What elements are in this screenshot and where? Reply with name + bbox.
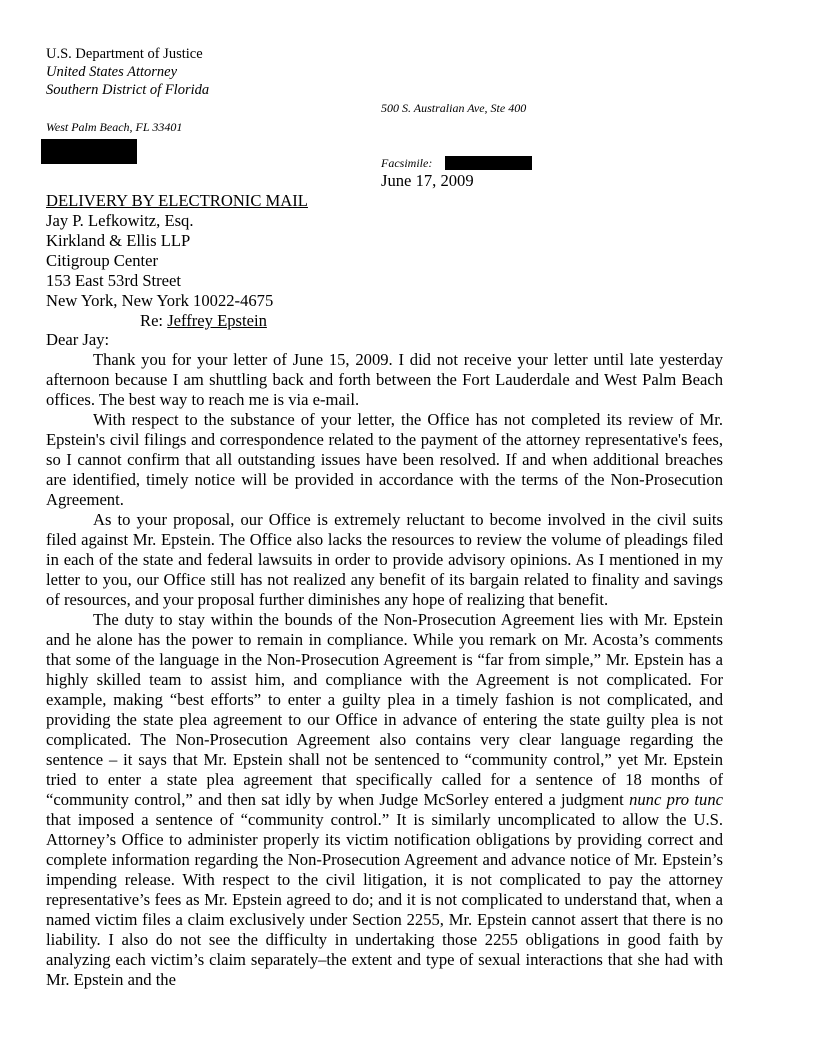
recipient-city: New York, New York 10022-4675 [46,291,274,310]
recipient-firm: Kirkland & Ellis LLP [46,231,191,250]
recipient-name: Jay P. Lefkowitz, Esq. [46,211,194,230]
letter-date: June 17, 2009 [381,171,474,190]
re-line [46,311,308,331]
redacted-facsimile-block [445,156,532,170]
paragraph-4 [46,610,723,990]
street-address: 500 S. Australian Ave, Ste 400 [381,101,527,115]
redacted-phone-block [41,139,137,164]
paragraph-4-italic-term: nunc pro tunc [629,790,723,809]
recipient-building: Citigroup Center [46,251,158,270]
letter-body [46,330,723,990]
paragraph-4-part-1: The duty to stay within the bounds of the Non-Prosecution Agreement lies with Mr. Epstein and he alone has the power to remain in compliance. While you remark on Mr. Acosta’s comments that some of the language in the Non-Prosecution Agreement is “far from simple,” Mr. Epstein has a highly skilled team to assist him, and compliance with the Agreement is not complicated. For example, making “best efforts” to enter a guilty plea in a timely fashion is not complicated, and providing the state plea agreement to our Office in advance of entering the state guilty plea is not complicated. The Non-Prosecution Agreement also contains very clear language regarding the sentence – it says that Mr. Epstein shall not be sentenced to “community control,” yet Mr. Epstein tried to enter a state plea agreement that specifically called for a sentence of 18 months of “community control,” and then sat idly by when Judge McSorley entered a judgment [46,610,723,809]
city-address: West Palm Beach, FL 33401 [46,120,183,134]
re-subject: Jeffrey Epstein [167,311,267,330]
department-name: U.S. Department of Justice [46,46,203,62]
office-name: United States Attorney [46,64,178,80]
paragraph-4-part-2: that imposed a sentence of “community control.” It is similarly uncomplicated to allow the U.S. Attorney’s Office to administer properly its victim notification obligations by providing correct and complete information regarding the Non-Prosecution Agreement and advance notice of Mr. Epstein’s impending release. With respect to the civil litigation, it is not complicated to pay the attorney representative’s fees as Mr. Epstein agreed to do; and it is not complicated to understand that, when a named victim files a claim exclusively under Section 2255, Mr. Epstein cannot assert that there is no liability. I also do not see the difficulty in undertaking those 2255 obligations in good faith by analyzing each victim’s claim separately–the extent and type of sexual interactions that she had with Mr. Epstein and the [46,810,723,989]
re-label: Re: [140,311,168,330]
recipient-street: 153 East 53rd Street [46,271,182,290]
paragraph-3: As to your proposal, our Office is extremely reluctant to become involved in the civil suits filed against Mr. Epstein. The Office also lacks the resources to review the volume of pleadings filed in each of the state and federal lawsuits in order to provide advisory opinions. As I mentioned in my letter to you, our Office still has not realized any benefit of its bargain related to finality and savings of resources, and your proposal further diminishes any hope of realizing that benefit. [46,510,723,609]
addressee-block [46,191,308,331]
salutation: Dear Jay: [46,330,110,349]
facsimile-label: Facsimile: [381,156,433,170]
district-name: Southern District of Florida [46,82,210,98]
paragraph-2: With respect to the substance of your letter, the Office has not completed its review of Mr. Epstein's civil filings and correspondence related to the payment of the attorney representative's fees, so I cannot confirm that all outstanding issues have been resolved. If and when additional breaches are identified, timely notice will be provided in accordance with the terms of the Non-Prosecution Agreement. [46,410,723,509]
delivery-method: DELIVERY BY ELECTRONIC MAIL [46,191,308,210]
paragraph-1: Thank you for your letter of June 15, 2009. I did not receive your letter until late yesterday afternoon because I am shuttling back and forth between the Fort Lauderdale and West Palm Beach offices. The best way to reach me is via e-mail. [46,350,723,409]
